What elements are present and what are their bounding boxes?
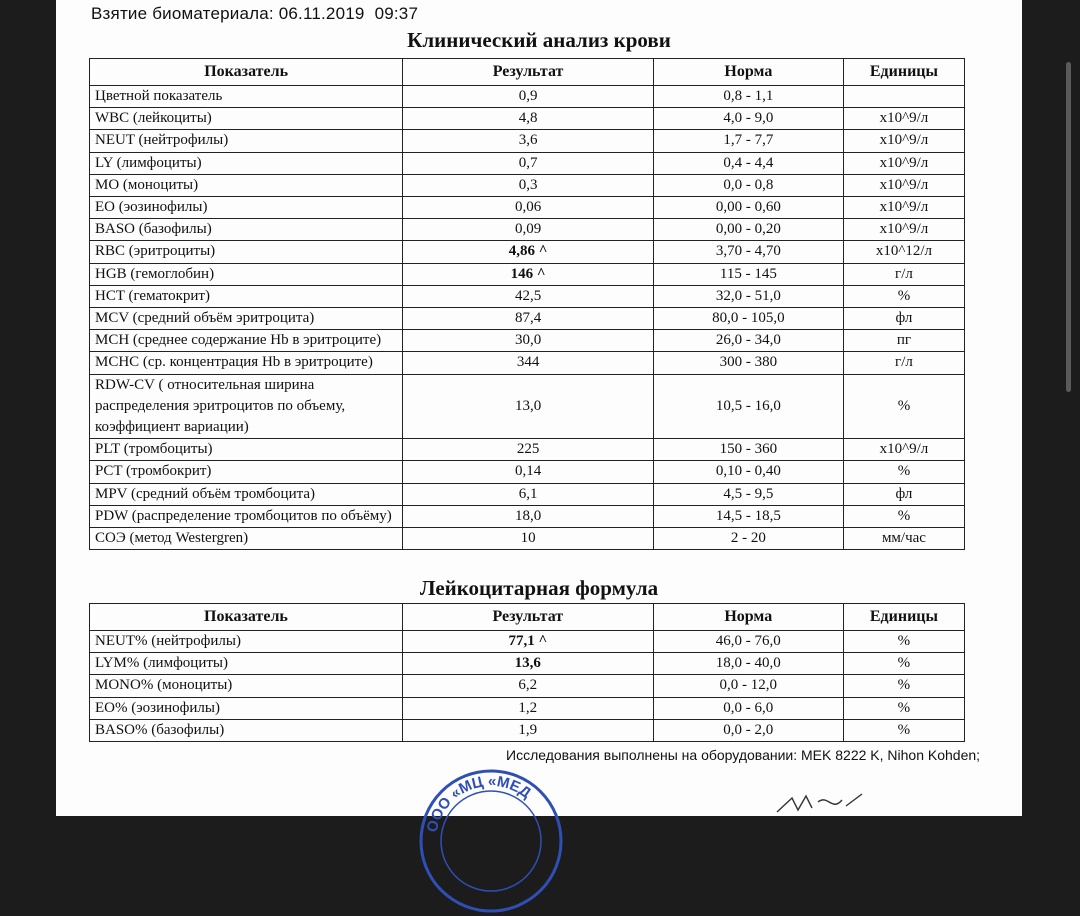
indicator-cell: EO% (эозинофилы) [90,697,403,719]
indicator-cell: HGB (гемоглобин) [90,263,403,285]
table-row [90,219,965,241]
result-cell: 6,2 [402,675,653,697]
indicator-cell: LYM% (лимфоциты) [90,653,403,675]
result-cell: 18,0 [403,505,654,527]
indicator-cell: MONO% (моноциты) [90,675,403,697]
units-cell: x10^12/л [843,241,964,263]
units-cell: x10^9/л [843,197,964,219]
indicator-cell: PDW (распределение тромбоцитов по объёму) [90,505,403,527]
units-cell: % [843,285,964,307]
diff-header-row [90,604,965,631]
result-cell: 87,4 [403,308,654,330]
document-page [56,0,1022,834]
indicator-cell: BASO (базофилы) [90,219,403,241]
result-cell: 3,6 [403,130,654,152]
norm-cell: 0,8 - 1,1 [653,86,843,108]
indicator-cell: NEUT% (нейтрофилы) [90,631,403,653]
norm-cell: 14,5 - 18,5 [653,505,843,527]
norm-cell: 46,0 - 76,0 [653,631,843,653]
header-indicator: Показатель [90,604,403,631]
equipment-note: Исследования выполнены на оборудовании: MEK 8222 K, Nihon Kohden; [506,747,981,763]
table-row [90,439,965,461]
norm-cell: 2 - 20 [653,528,843,550]
table-row [90,675,965,697]
table-row [90,263,965,285]
result-cell: 0,06 [403,197,654,219]
indicator-cell: Цветной показатель [90,86,403,108]
signature [772,790,892,816]
sample-date-label: Взятие биоматериала: 06.11.2019 [91,4,365,23]
indicator-cell: BASO% (базофилы) [90,719,403,741]
result-cell: 146 ^ [403,263,654,285]
norm-cell: 115 - 145 [653,263,843,285]
indicator-cell: MPV (средний объём тромбоцита) [90,483,403,505]
units-cell: г/л [843,263,964,285]
norm-cell: 18,0 - 40,0 [653,653,843,675]
result-cell: 0,9 [403,86,654,108]
norm-cell: 4,5 - 9,5 [653,483,843,505]
indicator-cell: MCH (среднее содержание Hb в эритроците) [90,330,403,352]
units-cell: % [843,653,964,675]
result-cell: 0,3 [403,174,654,196]
result-cell: 4,86 ^ [403,241,654,263]
table-row [90,461,965,483]
cbc-header-row [90,59,965,86]
header-units: Единицы [843,604,964,631]
diff-title: Лейкоцитарная формула [419,576,659,600]
table-row [90,330,965,352]
diff-table [89,603,965,742]
units-cell: % [843,461,964,483]
units-cell: % [843,675,964,697]
units-cell: % [843,505,964,527]
norm-cell: 150 - 360 [653,439,843,461]
table-row [90,374,965,439]
table-row [90,108,965,130]
table-row [90,130,965,152]
result-cell: 13,6 [402,653,653,675]
table-row [90,197,965,219]
indicator-cell: EO (эозинофилы) [90,197,403,219]
indicator-cell: LY (лимфоциты) [90,152,403,174]
result-cell: 1,9 [402,719,653,741]
units-cell: % [843,374,964,439]
table-row [90,505,965,527]
header-units: Единицы [843,59,964,86]
result-cell: 42,5 [403,285,654,307]
result-cell: 4,8 [403,108,654,130]
indicator-cell: RBC (эритроциты) [90,241,403,263]
units-cell: % [843,631,964,653]
table-row [90,352,965,374]
units-cell: мм/час [843,528,964,550]
table-row [90,719,965,741]
indicator-cell: PCT (тромбокрит) [90,461,403,483]
norm-cell: 10,5 - 16,0 [653,374,843,439]
norm-cell: 32,0 - 51,0 [653,285,843,307]
norm-cell: 3,70 - 4,70 [653,241,843,263]
units-cell: x10^9/л [843,439,964,461]
organization-stamp [416,766,566,916]
norm-cell: 0,4 - 4,4 [653,152,843,174]
units-cell: x10^9/л [843,108,964,130]
units-cell: фл [843,483,964,505]
indicator-cell: NEUT (нейтрофилы) [90,130,403,152]
table-row [90,152,965,174]
result-cell: 1,2 [402,697,653,719]
result-cell: 0,09 [403,219,654,241]
result-cell: 0,14 [403,461,654,483]
table-row [90,241,965,263]
sample-time: 09:37 [374,4,419,23]
stamp-text: ООО «МЦ «МЕД [423,772,534,834]
table-row [90,653,965,675]
result-cell: 0,7 [403,152,654,174]
norm-cell: 0,00 - 0,20 [653,219,843,241]
units-cell: x10^9/л [843,152,964,174]
units-cell [843,86,964,108]
indicator-cell: MCHC (ср. концентрация Hb в эритроците) [90,352,403,374]
header-indicator: Показатель [90,59,403,86]
scrollbar[interactable] [1066,62,1071,392]
table-row [90,174,965,196]
indicator-cell: MCV (средний объём эритроцита) [90,308,403,330]
table-row [90,285,965,307]
norm-cell: 26,0 - 34,0 [653,330,843,352]
table-row [90,528,965,550]
result-cell: 10 [403,528,654,550]
table-row [90,308,965,330]
indicator-cell: RDW-CV ( относительная ширина распределения эритроцитов по объему, коэффициент вариации) [90,374,403,439]
result-cell: 225 [403,439,654,461]
header-result: Результат [402,604,653,631]
norm-cell: 0,0 - 6,0 [653,697,843,719]
units-cell: % [843,719,964,741]
units-cell: фл [843,308,964,330]
result-cell: 13,0 [403,374,654,439]
norm-cell: 0,10 - 0,40 [653,461,843,483]
svg-text:ООО «МЦ «МЕД [424,773,535,834]
table-row [90,631,965,653]
units-cell: x10^9/л [843,174,964,196]
units-cell: x10^9/л [843,130,964,152]
cbc-title: Клинический анализ крови [407,28,671,52]
indicator-cell: MO (моноциты) [90,174,403,196]
result-cell: 344 [403,352,654,374]
sample-date [91,4,418,24]
norm-cell: 1,7 - 7,7 [653,130,843,152]
cbc-table [89,58,965,550]
indicator-cell: СОЭ (метод Westergren) [90,528,403,550]
units-cell: г/л [843,352,964,374]
table-row [90,86,965,108]
header-result: Результат [403,59,654,86]
indicator-cell: WBC (лейкоциты) [90,108,403,130]
norm-cell: 0,00 - 0,60 [653,197,843,219]
units-cell: пг [843,330,964,352]
result-cell: 30,0 [403,330,654,352]
norm-cell: 0,0 - 2,0 [653,719,843,741]
header-norm: Норма [653,59,843,86]
units-cell: x10^9/л [843,219,964,241]
table-row [90,697,965,719]
result-cell: 77,1 ^ [402,631,653,653]
result-cell: 6,1 [403,483,654,505]
units-cell: % [843,697,964,719]
norm-cell: 0,0 - 12,0 [653,675,843,697]
indicator-cell: PLT (тромбоциты) [90,439,403,461]
norm-cell: 0,0 - 0,8 [653,174,843,196]
norm-cell: 300 - 380 [653,352,843,374]
header-norm: Норма [653,604,843,631]
norm-cell: 4,0 - 9,0 [653,108,843,130]
table-row [90,483,965,505]
indicator-cell: HCT (гематокрит) [90,285,403,307]
norm-cell: 80,0 - 105,0 [653,308,843,330]
